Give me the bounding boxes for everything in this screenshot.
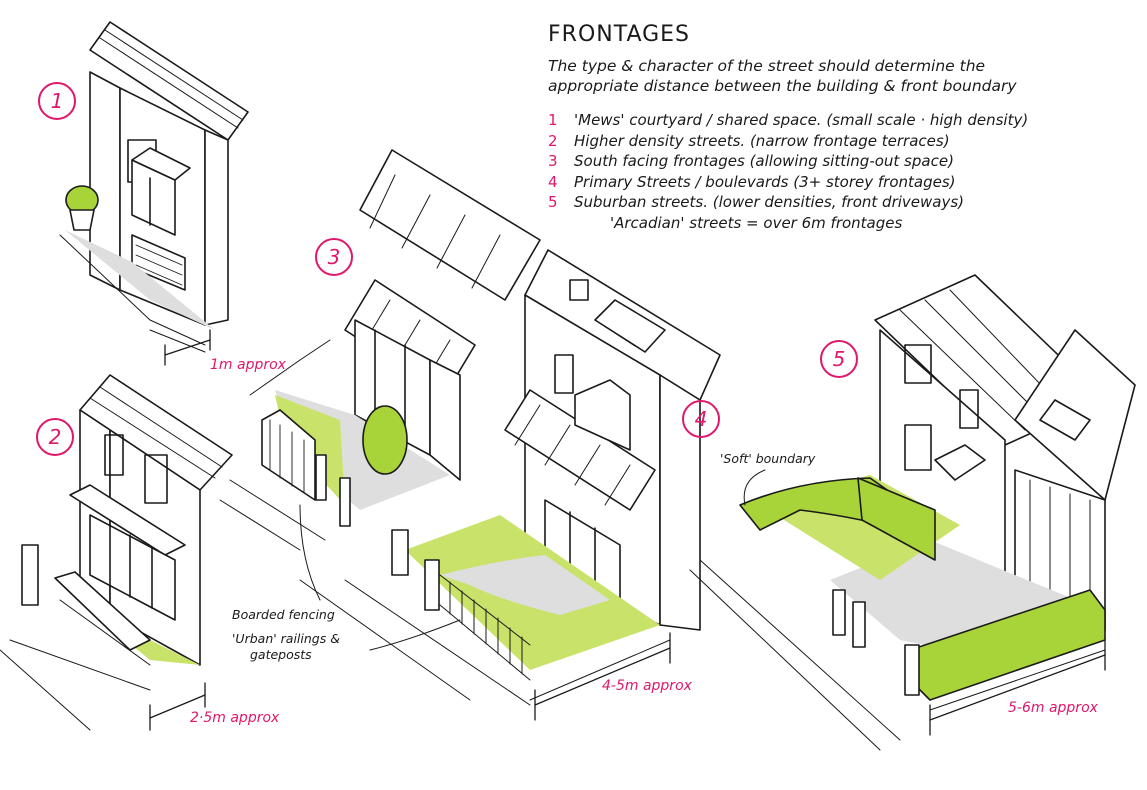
hedge-3 — [363, 406, 407, 474]
legend-number: 4 — [548, 172, 558, 191]
legend-label: South facing frontages (allowing sitting-out space) — [574, 152, 954, 170]
legend-item — [548, 192, 1028, 213]
house-5-suburban — [690, 275, 1135, 750]
badge-1: 1 — [38, 82, 76, 120]
legend-item — [548, 110, 1028, 131]
urban-railings-note-2: gateposts — [250, 647, 312, 662]
intro-line-2: appropriate distance between the building & front boundary — [548, 77, 1017, 95]
badge-2: 2 — [36, 418, 74, 456]
dimension-label-4: 4-5m approx — [602, 678, 692, 694]
soft-boundary-note: 'Soft' boundary — [720, 451, 816, 466]
dimension-label-1: 1m approx — [210, 357, 286, 373]
badge-3: 3 — [315, 238, 353, 276]
badge-4: 4 — [682, 400, 720, 438]
intro-line-1: The type & character of the street should determine the — [548, 57, 986, 75]
legend-number: 2 — [548, 131, 558, 150]
boarded-fencing-note: Boarded fencing — [232, 607, 335, 622]
legend-item — [548, 172, 1028, 193]
dimension-label-5: 5-6m approx — [1008, 700, 1098, 716]
legend-number: 5 — [548, 193, 558, 211]
house-1-mews — [60, 22, 248, 352]
legend-label: Primary Streets / boulevards (3+ storey frontages) — [574, 172, 956, 191]
legend-subnote: 'Arcadian' streets = over 6m frontages — [610, 213, 903, 232]
legend-number: 3 — [548, 152, 558, 170]
legend-label: Suburban streets. (lower densities, front driveways) — [574, 193, 965, 211]
legend-list — [548, 110, 1028, 233]
dimension-label-2: 2·5m approx — [190, 710, 280, 726]
legend-number: 1 — [548, 111, 558, 129]
legend-label: 'Mews' courtyard / shared space. (small scale · high density) — [574, 111, 1029, 129]
legend-item — [548, 151, 1028, 172]
page-title: FRONTAGES — [548, 22, 691, 47]
legend-item — [548, 131, 1028, 152]
urban-railings-note-1: 'Urban' railings & — [232, 631, 340, 646]
intro-text — [548, 56, 1017, 96]
house-2-terrace — [0, 375, 232, 730]
badge-5: 5 — [820, 340, 858, 378]
house-3-south — [220, 150, 540, 550]
legend-label: Higher density streets. (narrow frontage terraces) — [574, 131, 950, 150]
